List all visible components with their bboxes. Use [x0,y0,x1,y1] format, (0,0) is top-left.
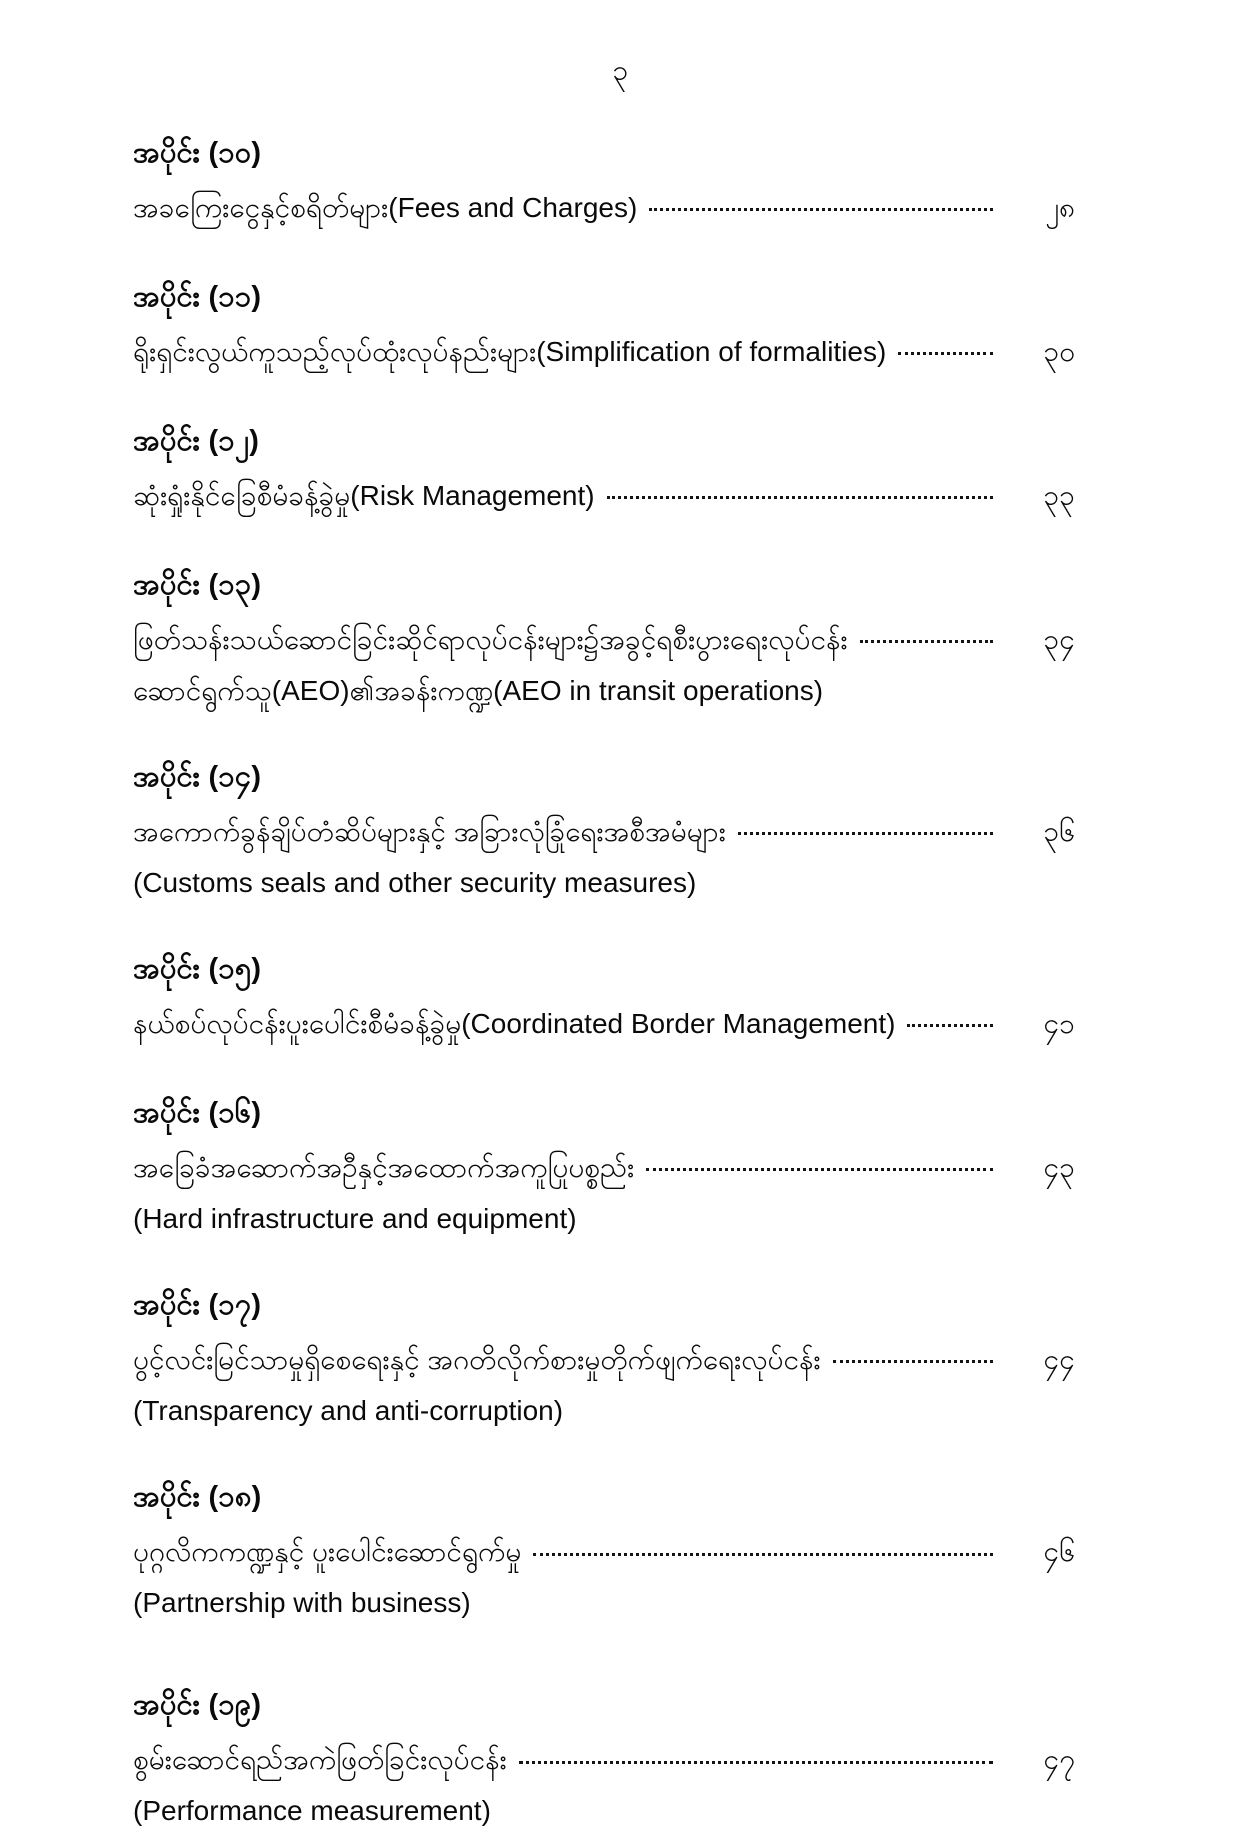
toc-section-17 [133,1284,1075,1432]
section-header: အပိုင်း (၁၄) [133,760,262,793]
page-number: ၄၃ [1043,1152,1075,1184]
section-header: အပိုင်း (၁၃) [133,568,262,601]
page-number: ၃၆ [1043,816,1075,848]
toc-entry [133,184,1075,232]
toc-entry [133,808,1075,856]
toc-section-16 [133,1092,1075,1240]
toc-entry [133,328,1075,376]
toc-entry [133,1336,1075,1384]
toc-section-18 [133,1476,1075,1624]
entry-title: နယ်စပ်လုပ်ငန်းပူးပေါင်းစီမံခန့်ခွဲမှု(Coordinated Border Management) [133,1008,896,1040]
entry-title: ဆုံးရှုံးနိုင်ခြေစီမံခန့်ခွဲမှု(Risk Management) [133,480,595,512]
entry-subtitle: (Partnership with business) [133,1587,471,1619]
entry-subtitle: (Transparency and anti-corruption) [133,1394,564,1426]
dot-leader [607,496,993,499]
page-number: ၄၆ [1043,1536,1075,1568]
page-number: ၃၀ [1043,335,1075,367]
dot-leader [646,1168,993,1171]
toc-entry [133,1736,1075,1784]
section-header: အပိုင်း (၁၀) [133,136,262,169]
section-header: အပိုင်း (၁၉) [133,1689,262,1722]
dot-leader [738,832,993,835]
toc-section-12 [133,420,1075,520]
entry-subtitle: (Customs seals and other security measures) [133,866,697,898]
entry-title: အကောက်ခွန်ချိပ်တံဆိပ်များနှင့် အခြားလုံခြုံရေးအစီအမံများ [133,816,726,848]
entry-title: ရိုးရှင်းလွယ်ကူသည့်လုပ်ထုံးလုပ်နည်းများ(Simplification of formalities) [133,335,887,367]
page-number: ၂၈ [1045,191,1075,223]
entry-title: အခကြေးငွေနှင့်စရိတ်များ(Fees and Charges) [133,191,638,223]
page-number: ၃၃ [1043,480,1075,512]
section-header: အပိုင်း (၁၁) [133,280,262,313]
toc-entry [133,1528,1075,1576]
entry-title: စွမ်းဆောင်ရည်အကဲဖြတ်ခြင်းလုပ်ငန်း [133,1744,507,1776]
entry-title: ဖြတ်သန်းသယ်ဆောင်ခြင်းဆိုင်ရာလုပ်ငန်းများ၌အခွင့်ရစီးပွားရေးလုပ်ငန်း [133,624,848,656]
entry-subtitle: ဆောင်ရွက်သူ(AEO)၏အခန်းကဏ္ဍ(AEO in transit operations) [133,674,824,706]
table-of-contents [0,132,1241,1832]
dot-leader [833,1360,993,1363]
section-header: အပိုင်း (၁၅) [133,952,262,985]
entry-title: ပုဂ္ဂလိကကဏ္ဍနှင့် ပူးပေါင်းဆောင်ရွက်မှု [133,1536,522,1568]
entry-subtitle: (Hard infrastructure and equipment) [133,1202,577,1234]
dot-leader [533,1553,993,1556]
toc-section-14 [133,756,1075,904]
toc-entry [133,1000,1075,1048]
page-number: ၄၇ [1043,1744,1075,1776]
page-folio: ၃ [612,55,629,86]
page-number: ၃၄ [1043,624,1075,656]
page-number: ၄၄ [1043,1344,1075,1376]
dot-leader [649,208,993,211]
toc-section-10 [133,132,1075,232]
toc-section-15 [133,948,1075,1048]
section-header: အပိုင်း (၁၂) [133,424,260,457]
toc-entry [133,472,1075,520]
dot-leader [519,1761,993,1764]
toc-section-19 [133,1684,1075,1832]
page-number: ၄၁ [1043,1008,1075,1040]
dot-leader [860,640,993,643]
dot-leader [907,1024,993,1027]
entry-title: အခြေခံအဆောက်အဦနှင့်အထောက်အကူပြုပစ္စည်း [133,1152,635,1184]
section-header: အပိုင်း (၁၆) [133,1096,262,1129]
entry-title: ပွင့်လင်းမြင်သာမှုရှိစေရေးနှင့် အဂတိလိုက်စားမှုတိုက်ဖျက်ရေးလုပ်ငန်း [133,1344,821,1376]
toc-section-11 [133,276,1075,376]
dot-leader [898,352,993,355]
section-header: အပိုင်း (၁၇) [133,1288,262,1321]
section-header: အပိုင်း (၁၈) [133,1480,262,1513]
toc-entry [133,616,1075,664]
entry-subtitle: (Performance measurement) [133,1795,491,1827]
toc-entry [133,1144,1075,1192]
toc-section-13 [133,564,1075,712]
